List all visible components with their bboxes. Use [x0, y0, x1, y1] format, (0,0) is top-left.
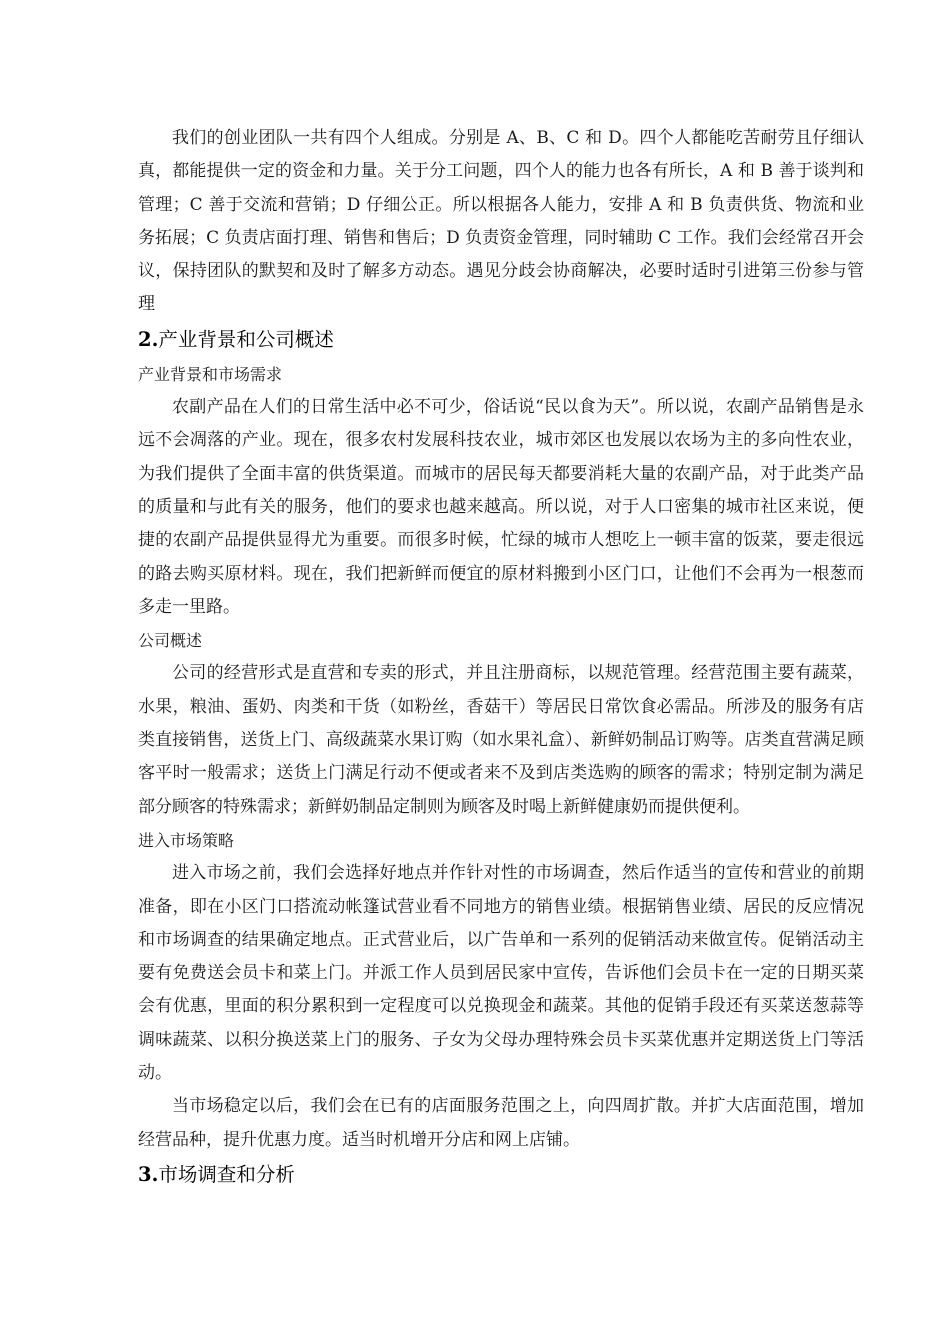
section-2-heading: [138, 322, 864, 358]
section-3-heading: [138, 1157, 864, 1193]
company-overview-paragraph: 公司的经营形式是直营和专卖的形式，并且注册商标，以规范管理。经营范围主要有蔬菜，水果，粮油、蛋奶、肉类和干货（如粉丝，香菇干）等居民日常饮食必需品。所涉及的服务有店类直接销售，送货上门、高级蔬菜水果订购（如水果礼盒）、新鲜奶制品订购等。店类直营满足顾客平时一般需求；送货上门满足行动不便或者来不及到店类选购的顾客的需求；特别定制为满足部分顾客的特殊需求；新鲜奶制品定制则为顾客及时喝上新鲜健康奶而提供便利。: [138, 663, 864, 817]
industry-background-heading: 产业背景和市场需求: [138, 364, 283, 384]
market-entry-paragraph-1: 进入市场之前，我们会选择好地点并作针对性的市场调查，然后作适当的宣传和营业的前期准备，即在小区门口搭流动帐篷试营业看不同地方的销售业绩。根据销售业绩、居民的反应情况和市场调查的结果确定地点。正式营业后，以广告单和一系列的促销活动来做宣传。促销活动主要有免费送会员卡和菜上门。并派工作人员到居民家中宣传，告诉他们会员卡在一定的日期买菜会有优惠，里面的积分累积到一定程度可以兑换现金和蔬菜。其他的促销手段还有买菜送葱蒜等调味蔬菜、以积分换送菜上门的服务、子女为父母办理特殊会员卡买菜优惠并定期送货上门等活动。: [138, 863, 864, 1084]
industry-background-paragraph: 农副产品在人们的日常生活中必不可少，俗话说“民以食为天”。所以说，农副产品销售是永远不会凋落的产业。现在，很多农村发展科技农业，城市郊区也发展以农场为主的多向性农业，为我们提供了全面丰富的供货渠道。而城市的居民每天都要消耗大量的农副产品，对于此类产品的质量和与此有关的服务，他们的要求也越来越高。所以说，对于人口密集的城市社区来说，便捷的农副产品提供显得尤为重要。而很多时候，忙绿的城市人想吃上一顿丰富的饭菜，要走很远的路去购买原材料。现在，我们把新鲜而便宜的原材料搬到小区门口，让他们不会再为一根葱而多走一里路。: [138, 397, 864, 617]
section-3-number: 3.: [138, 1162, 159, 1186]
market-entry-paragraph-2: 当市场稳定以后，我们会在已有的店面服务范围之上，向四周扩散。并扩大店面范围，增加经营品种，提升优惠力度。适当时机增开分店和网上店铺。: [138, 1096, 864, 1150]
market-entry-heading: 进入市场策略: [138, 830, 235, 850]
company-overview-heading: 公司概述: [138, 631, 203, 651]
section-2-number: 2.: [138, 327, 159, 351]
team-paragraph: 我们的创业团队一共有四个人组成。分别是 A、B、C 和 D。四个人都能吃苦耐劳且仔细认真，都能提供一定的资金和力量。关于分工问题，四个人的能力也各有所长，A 和 B 善于谈判和管理；C 善于交流和营销；D 仔细公正。所以根据各人能力，安排 A 和 B 负责供货、物流和业务拓展；C 负责店面打理、销售和售后；D 负责资金管理，同时辅助 C 工作。我们会经常召开会议，保持团队的默契和及时了解多方动态。遇见分歧会协商解决，必要时适时引进第三份参与管理: [138, 128, 864, 315]
document-page: [138, 122, 864, 1193]
section-2-title: 产业背景和公司概述: [158, 327, 334, 351]
section-3-title: 市场调查和分析: [158, 1162, 295, 1186]
